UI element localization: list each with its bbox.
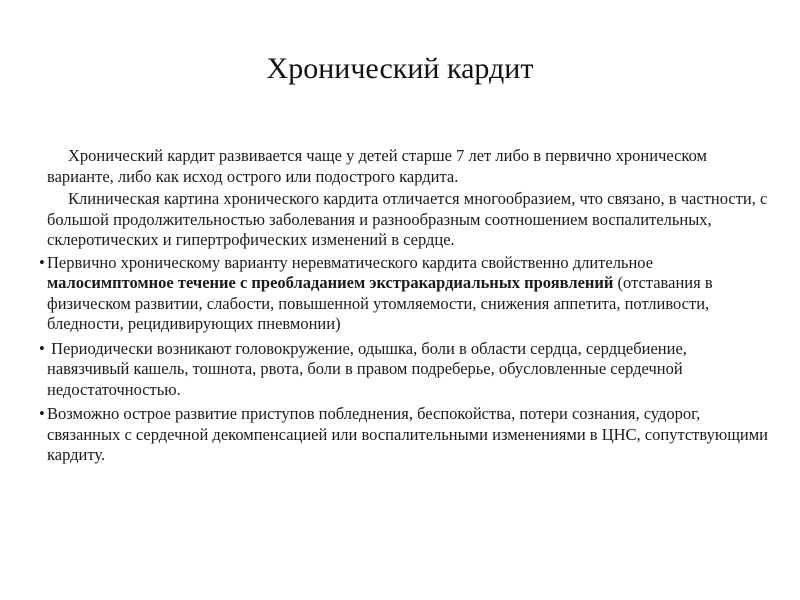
bullet-item-primary-chronic — [30, 253, 772, 335]
paragraph-intro: Хронический кардит развивается чаще у детей старше 7 лет либо в первично хроническом варианте, либо как исход острого или подострого кардита. — [47, 146, 707, 186]
slide-body — [30, 146, 772, 470]
bullet-text: Первично хроническому варианту неревматического кардита свойственно длительное — [47, 252, 654, 272]
slide-title: Хронический кардит — [266, 52, 534, 85]
bullet-text-rest: (отставания в физическом развитии, слабости, повышенной утомляемости, снижения аппетита, потливости, бледности, рецидивирующих пневмонии) — [47, 273, 713, 333]
bullet-marker: • — [39, 252, 45, 272]
bullet-marker: • — [39, 404, 45, 423]
bullet-marker: • — [39, 338, 45, 358]
paragraph-clinical-picture: Клиническая картина хронического кардита отличается многообразием, что связано, в частности, с большой продолжительностью заболевания и разнообразным соотношением воспалительных, склеротических и гипертрофических изменений в сердце. — [47, 189, 768, 249]
bullet-item-acute-episodes — [30, 404, 772, 466]
bullet-text-bold: малосимптомное течение с преобладанием экстракардиальных проявлений — [47, 273, 614, 292]
bullet-text: Возможно острое развитие приступов побледнения, беспокойства, потери сознания, судорог, связанных с сердечной декомпенсацией или воспалительными изменениями в ЦНС, сопутствующими кардиту. — [47, 404, 769, 464]
bullet-text: Периодически возникают головокружение, одышка, боли в области сердца, сердцебиение, навязчивый кашель, тошнота, рвота, боли в правом подреберье, обусловленные сердечной недостаточностью. — [47, 338, 687, 399]
bullet-item-symptoms — [30, 339, 772, 401]
